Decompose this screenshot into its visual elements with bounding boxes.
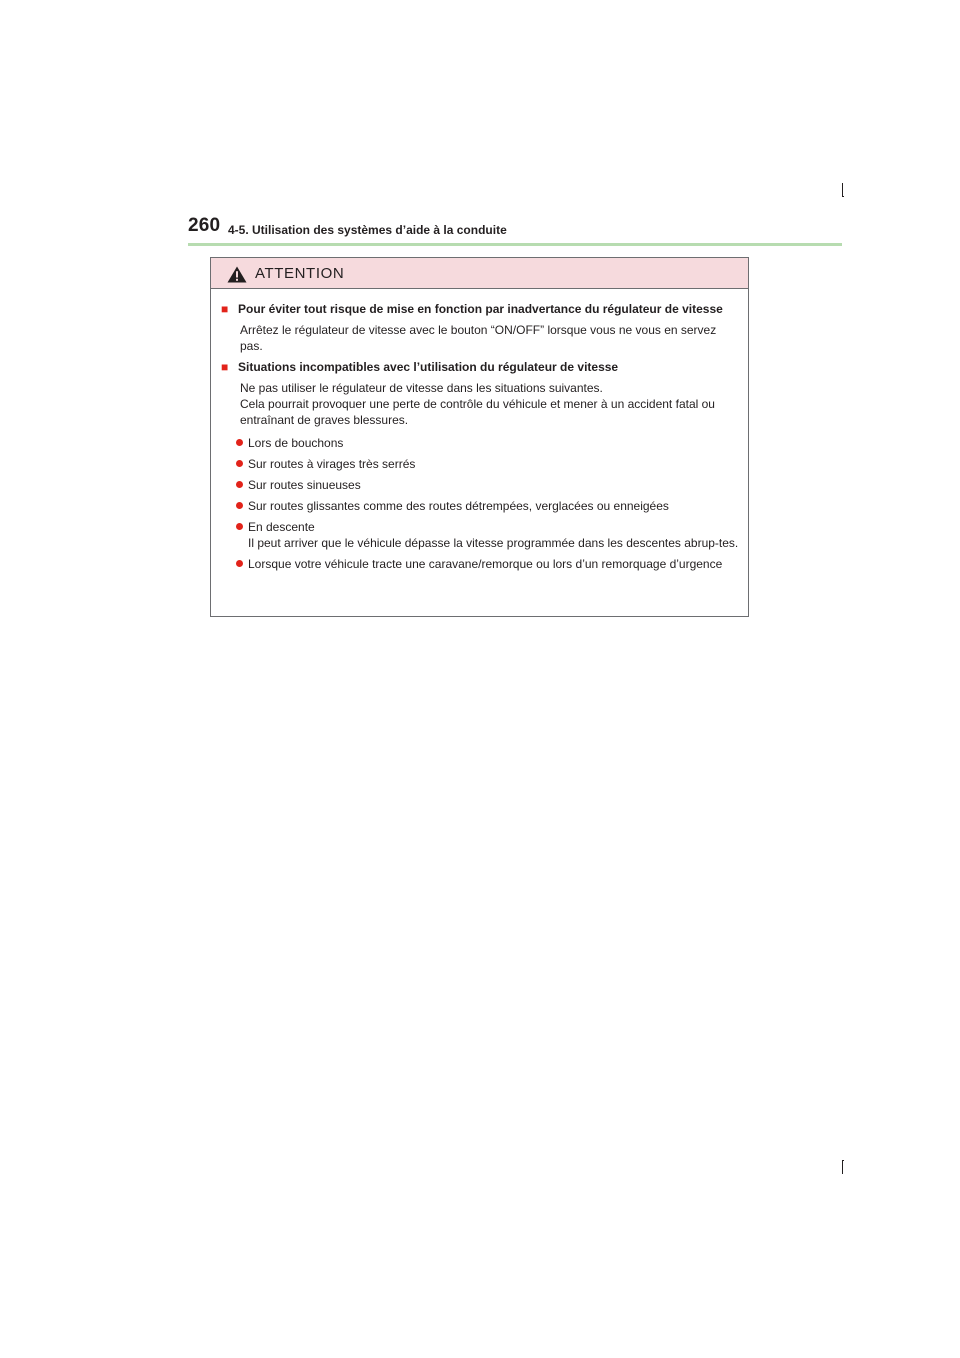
red-dot-icon	[236, 560, 243, 567]
red-square-icon: ■	[221, 360, 229, 374]
list-item-text: Lorsque votre véhicule tracte une caravane/remorque ou lors d’un remorquage d’urgence	[248, 557, 723, 571]
attention-content	[211, 289, 748, 572]
paragraph: Cela pourrait provoquer une perte de contrôle du véhicule et mener à un accident fatal ou entraînant de graves blessures.	[240, 397, 715, 427]
section-heading-text: Situations incompatibles avec l’utilisation du régulateur de vitesse	[238, 360, 619, 374]
list-item	[221, 556, 740, 572]
crop-mark-bottom-right-foot	[842, 1160, 844, 1161]
list-item-subtext: Il peut arriver que le véhicule dépasse la vitesse programmée dans les descentes abrup-tes.	[248, 536, 739, 550]
attention-box	[210, 257, 749, 617]
red-dot-icon	[236, 460, 243, 467]
attention-section	[221, 359, 740, 572]
header-rule	[188, 243, 842, 246]
section-title: 4-5. Utilisation des systèmes d’aide à la conduite	[228, 223, 507, 237]
red-dot-icon	[236, 439, 243, 446]
list-item-text: Lors de bouchons	[248, 436, 344, 450]
crop-mark-bottom-right	[842, 1160, 843, 1174]
section-heading	[221, 359, 740, 375]
list-item	[221, 435, 740, 451]
warning-triangle-icon	[227, 266, 247, 283]
list-item-text: En descente	[248, 520, 315, 534]
list-item-text-group	[248, 519, 740, 551]
attention-section	[221, 301, 740, 354]
bullet-list	[221, 435, 740, 572]
red-square-icon: ■	[221, 302, 229, 316]
attention-header	[211, 258, 748, 289]
red-dot-icon	[236, 481, 243, 488]
list-item	[221, 477, 740, 493]
red-dot-icon	[236, 523, 243, 530]
list-item-text: Sur routes glissantes comme des routes détrempées, verglacées ou enneigées	[248, 499, 669, 513]
section-heading-text: Pour éviter tout risque de mise en fonction par inadvertance du régulateur de vitesse	[238, 302, 723, 316]
paragraph: Arrêtez le régulateur de vitesse avec le bouton “ON/OFF” lorsque vous ne vous en servez pas.	[240, 323, 717, 353]
page-number: 260	[188, 215, 221, 236]
red-dot-icon	[236, 502, 243, 509]
list-item	[221, 456, 740, 472]
list-item	[221, 519, 740, 551]
list-item	[221, 498, 740, 514]
section-heading	[221, 301, 740, 317]
attention-title: ATTENTION	[255, 265, 345, 282]
crop-mark-top-right-foot	[842, 196, 844, 197]
list-item-text: Sur routes sinueuses	[248, 478, 361, 492]
crop-mark-top-right	[842, 183, 843, 197]
list-item-text: Sur routes à virages très serrés	[248, 457, 416, 471]
page-header	[188, 214, 842, 246]
paragraph: Ne pas utiliser le régulateur de vitesse dans les situations suivantes.	[240, 381, 603, 395]
